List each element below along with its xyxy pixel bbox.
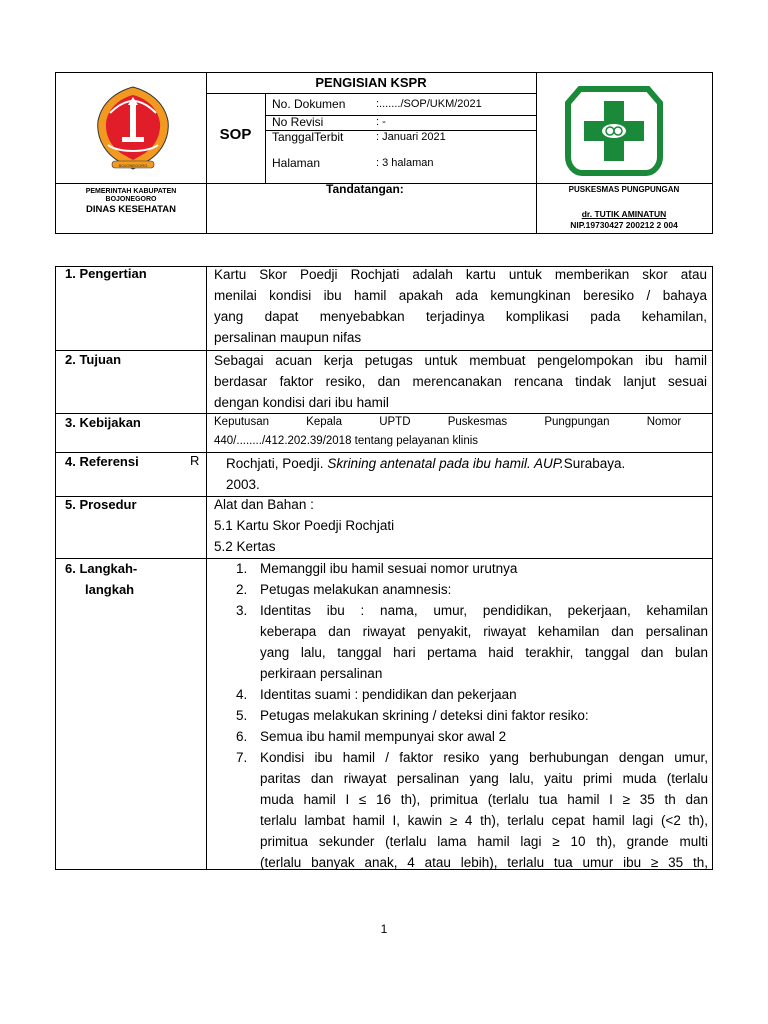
list-item: 6. Semua ibu hamil mempunyai skor awal 2 bbox=[236, 729, 507, 744]
content-kebijakan: Keputusan Kepala UPTD Puskesmas Pungpungan Nomor 440/......../412.202.39/2018 tentang pelayanan klinis bbox=[214, 413, 707, 451]
label-langkah: 6. Langkah- langkah bbox=[65, 561, 138, 597]
department-name: DINAS KESEHATAN bbox=[86, 204, 176, 215]
pages-value: : 3 halaman bbox=[376, 157, 434, 169]
content-tujuan: Sebagai acuan kerja petugas untuk membuat pengelompokan ibu hamil berdasar faktor resiko, dan merencanakan rencana tindak lanjut sesuai dengan kondisi dari ibu hamil bbox=[214, 353, 707, 410]
puskesmas-name: PUSKESMAS PUNGPUNGAN bbox=[568, 185, 680, 194]
issue-date-label: TanggalTerbit bbox=[272, 130, 344, 144]
kebijakan-line-1: Keputusan Kepala UPTD Puskesmas Pungpungan Nomor bbox=[214, 416, 682, 428]
list-item: 4. Identitas suami : pendidikan dan pekerjaan bbox=[236, 687, 517, 702]
revision-label: No Revisi bbox=[272, 115, 324, 129]
head-nip: NIP.19730427 200212 2 004 bbox=[570, 220, 678, 230]
content-referensi: Rochjati, Poedji. Skrining antenatal pada ibu hamil. AUP.Surabaya. 2003. bbox=[226, 456, 626, 492]
doc-number-value: :......./SOP/UKM/2021 bbox=[376, 98, 482, 110]
label-pengertian: 1. Pengertian bbox=[65, 266, 147, 281]
document-title: PENGISIAN KSPR bbox=[315, 75, 427, 90]
sop-content-table bbox=[55, 266, 713, 870]
doc-number-label: No. Dokumen bbox=[272, 97, 346, 111]
bojonegoro-regency-logo bbox=[90, 83, 176, 173]
pages-label: Halaman bbox=[272, 156, 321, 170]
list-item: 3. Identitas ibu : nama, umur, pendidikan, pekerjaan, kehamilan keberapa dan riwayat penyakit, riwayat kehamilan dan persalinan yang lalu, tanggal hari pertama haid terakhir, tanggal dan bulan perkiraan persalinan bbox=[236, 603, 708, 681]
gov-line-2: BOJONEGORO bbox=[105, 196, 157, 203]
revision-value: : - bbox=[376, 116, 386, 128]
label-kebijakan: 3. Kebijakan bbox=[65, 415, 141, 430]
list-item: 1. Memanggil ibu hamil sesuai nomor urutnya bbox=[236, 561, 518, 576]
list-item: 5. Petugas melakukan skrining / deteksi dini faktor resiko: bbox=[236, 708, 589, 723]
issue-date-value: : Januari 2021 bbox=[376, 131, 446, 143]
head-name: dr. TUTIK AMINATUN bbox=[581, 209, 667, 219]
puskesmas-logo bbox=[564, 85, 664, 177]
list-item: 7. Kondisi ibu hamil / faktor resiko yang berhubungan dengan umur, paritas dan riwayat persalinan yang lalu, yaitu primi muda (terlalu muda hamil I ≤ 16 th), primitua (terlalu tua hamil I ≥ 35 th dan terlalu lambat hamil I, kawin ≥ 4 th), terlalu cepat hamil lagi (<2 th), primitua sekunder (terlalu lama hamil lagi ≥ 10 th), grande multi (terlalu banyak anak, 4 atau lebih), terlalu tua umur ibu ≥ 35 th, bbox=[236, 750, 708, 870]
signature-label: Tandatangan: bbox=[326, 182, 404, 196]
list-item: 2. Petugas melakukan anamnesis: bbox=[236, 582, 452, 597]
label-tujuan: 2. Tujuan bbox=[65, 352, 122, 367]
gov-line-1: PEMERINTAH KABUPATEN bbox=[85, 188, 177, 195]
svg-text:BOJONEGORO: BOJONEGORO bbox=[118, 163, 148, 168]
label-referensi: 4. Referensi bbox=[65, 454, 139, 469]
content-langkah bbox=[214, 558, 708, 873]
page-number: 1 bbox=[380, 922, 388, 936]
referensi-stray-char: R bbox=[190, 453, 200, 468]
label-prosedur: 5. Prosedur bbox=[65, 497, 137, 512]
sop-header-table bbox=[55, 72, 713, 234]
content-pengertian: Kartu Skor Poedji Rochjati adalah kartu untuk memberikan skor atau menilai kondisi ibu hamil apakah ada kemungkinan beresiko / bahaya yang dapat menyebabkan terjadinya komplikasi pada kehamilan, persalinan maupun nifas bbox=[214, 267, 707, 345]
content-prosedur: Alat dan Bahan : 5.1 Kartu Skor Poedji Rochjati 5.2 Kertas bbox=[214, 497, 395, 554]
sop-label: SOP bbox=[219, 126, 252, 143]
